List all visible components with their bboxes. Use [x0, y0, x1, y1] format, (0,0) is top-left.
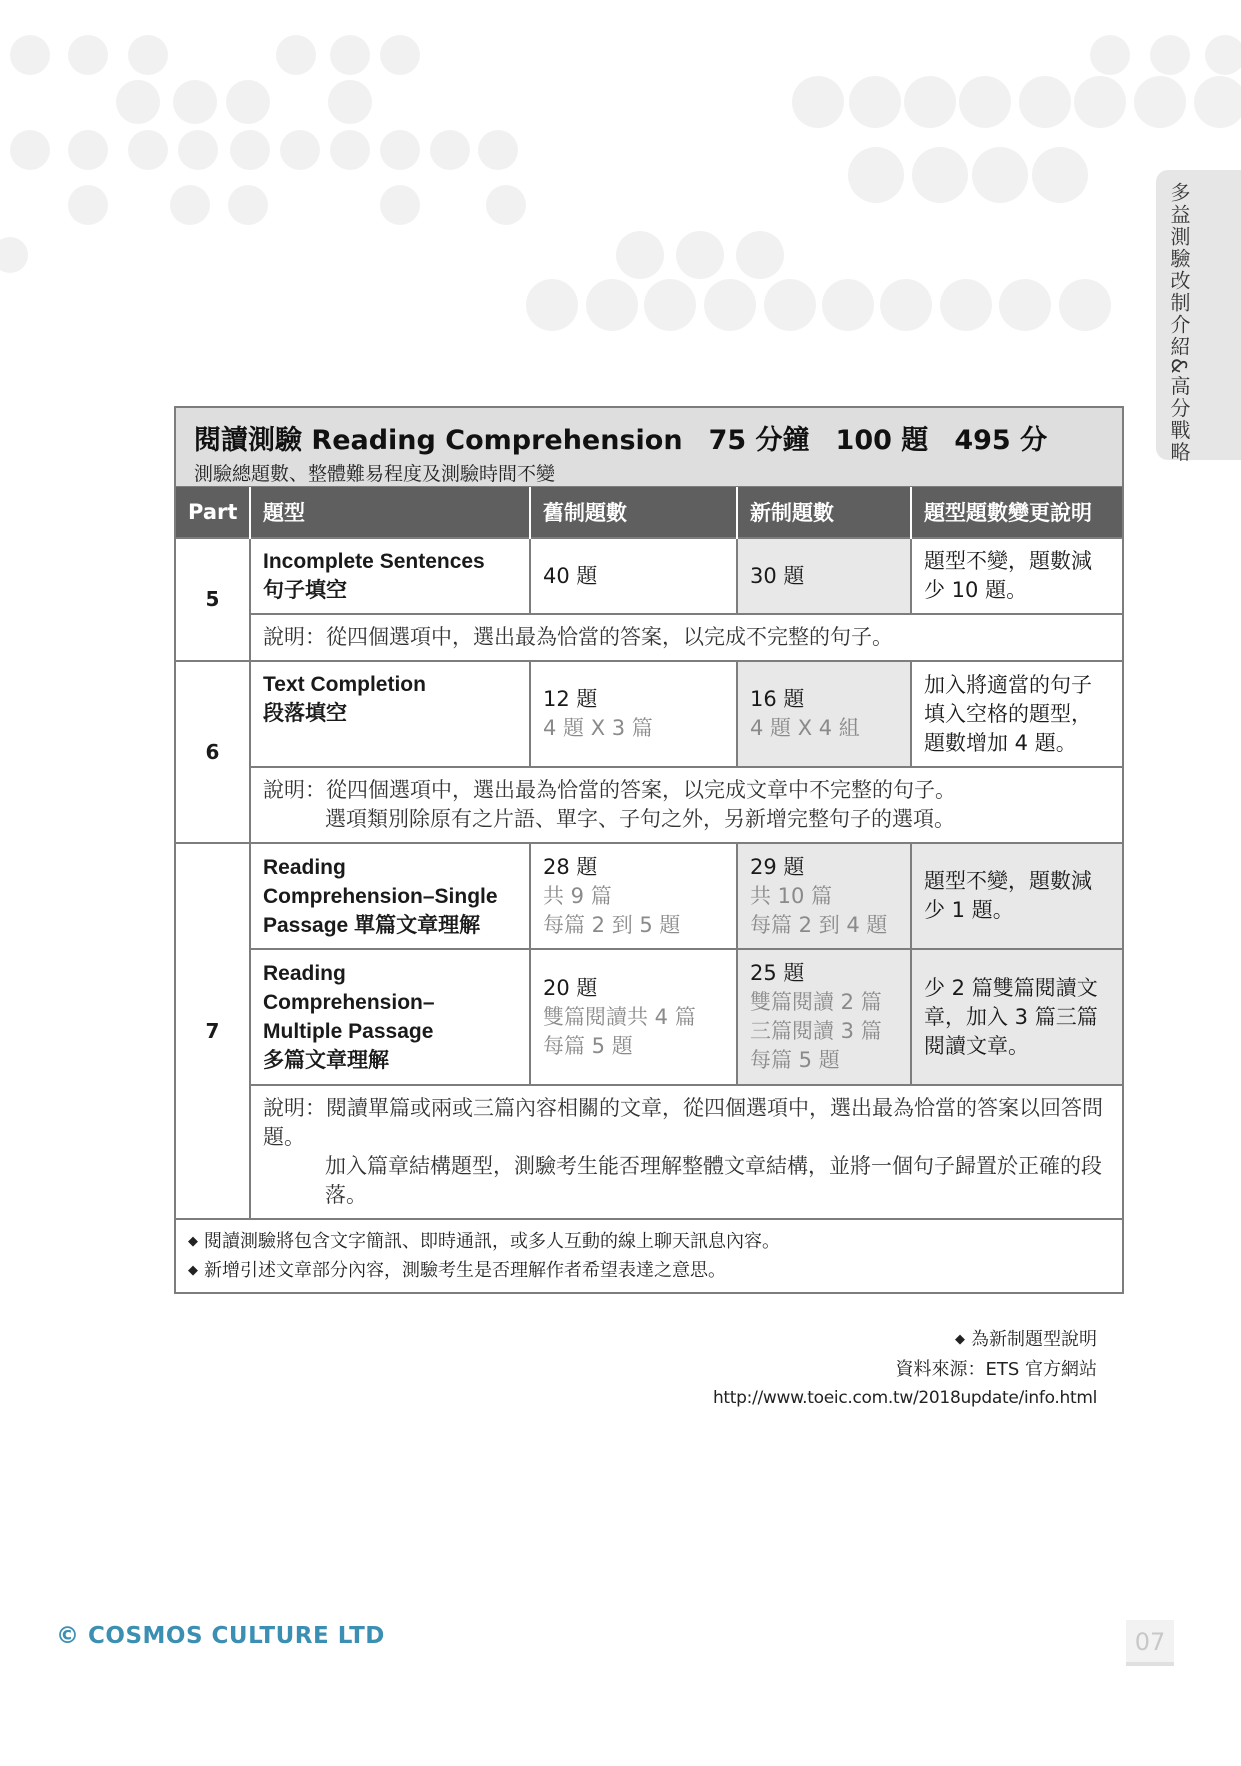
table-row [176, 843, 1122, 949]
new-count-detail: 每篇 5 題 [750, 1048, 840, 1072]
change-note: 題型不變，題數減少 1 題。 [911, 843, 1122, 949]
old-count-detail: 每篇 5 題 [543, 1033, 633, 1058]
title-score: 495 分 [954, 425, 1048, 456]
type-line: Reading Comprehension– [263, 962, 435, 1014]
page-number: 07 [1126, 1620, 1174, 1666]
new-count-main: 16 題 [750, 687, 805, 711]
note-line-1: 說明：閱讀單篇或兩或三篇內容相關的文章，從四個選項中，選出最為恰當的答案以回答問題。 [263, 1096, 1103, 1149]
publisher-brand: © COSMOS CULTURE LTD [56, 1623, 385, 1649]
new-count-detail: 4 題 X 4 組 [750, 716, 860, 740]
type-line: 多篇文章理解 [263, 1049, 389, 1072]
type-chinese: 段落填空 [263, 702, 347, 725]
header-type: 題型 [250, 487, 530, 538]
panel-title [194, 424, 1104, 458]
new-count-detail: 每篇 2 到 4 題 [750, 912, 888, 937]
note-line-1: 說明：從四個選項中，選出最為恰當的答案，以完成文章中不完整的句子。 [263, 778, 956, 802]
table-header-row [176, 487, 1122, 538]
part-number: 5 [176, 538, 250, 661]
table-row [176, 538, 1122, 614]
header-old: 舊制題數 [530, 487, 737, 538]
bullet-note: ◆ 新增引述文章部分內容，測驗考生是否理解作者希望表達之意思。 [188, 1257, 1110, 1286]
panel-header [176, 408, 1122, 487]
new-count [737, 843, 911, 949]
part-note: 說明：從四個選項中，選出最為恰當的答案，以完成不完整的句子。 [250, 614, 1122, 661]
part-number: 6 [176, 661, 250, 843]
new-count [737, 949, 911, 1085]
part-number: 7 [176, 843, 250, 1219]
title-question-count: 100 題 [835, 425, 929, 456]
chapter-side-tab-label: 多益測驗改制介紹&高分戰略 [1167, 182, 1191, 464]
footnote-source: 資料來源：ETS 官方網站 [895, 1359, 1097, 1380]
change-note: 題型不變，題數減少 10 題。 [911, 538, 1122, 614]
part-note [250, 767, 1122, 843]
dot-pattern-background [0, 0, 1241, 360]
new-count-main: 25 題 [750, 961, 805, 985]
type-line: Multiple Passage [263, 1020, 434, 1043]
old-count-main: 28 題 [543, 854, 598, 879]
footnote-legend: ◆ 為新制題型說明 [713, 1326, 1097, 1356]
part-note [250, 1085, 1122, 1219]
note-line-2: 選項類別除原有之片語、單字、子句之外，另新增完整句子的選項。 [325, 807, 955, 831]
type-english: Incomplete Sentences [263, 550, 485, 573]
old-count-detail: 4 題 X 3 篇 [543, 716, 653, 740]
old-count [530, 661, 737, 767]
old-count-main: 20 題 [543, 975, 598, 1000]
panel-subtitle: 測驗總題數、整體難易程度及測驗時間不變 [194, 463, 556, 485]
table-row [176, 661, 1122, 767]
old-count-detail: 雙篇閱讀共 4 篇 [543, 1004, 696, 1029]
type-english: Text Completion [263, 673, 426, 696]
old-count-detail: 共 9 篇 [543, 883, 612, 908]
question-type [250, 538, 530, 614]
table-note-row [176, 614, 1122, 661]
old-count [530, 949, 737, 1085]
change-note: 加入將適當的句子填入空格的題型，題數增加 4 題。 [911, 661, 1122, 767]
question-type [250, 661, 530, 767]
new-count-detail: 共 10 篇 [750, 883, 833, 908]
new-count-detail: 三篇閱讀 3 篇 [750, 1019, 882, 1043]
footnote [713, 1326, 1097, 1412]
type-chinese: 句子填空 [263, 579, 347, 602]
note-line-2: 加入篇章結構題型，測驗考生能否理解整體文章結構，並將一個句子歸置於正確的段落。 [325, 1154, 1102, 1207]
new-count-main: 29 題 [750, 854, 805, 879]
question-type: Reading Comprehension–Single Passage 單篇文章理解 [250, 843, 530, 949]
new-count-detail: 雙篇閱讀 2 篇 [750, 990, 882, 1014]
new-count: 30 題 [737, 538, 911, 614]
table-note-row [176, 1085, 1122, 1219]
old-count-main: 12 題 [543, 687, 598, 711]
header-new: 新制題數 [737, 487, 911, 538]
header-change: 題型題數變更說明 [911, 487, 1122, 538]
question-type [250, 949, 530, 1085]
table-row [176, 949, 1122, 1085]
comparison-table [176, 487, 1122, 1220]
footnote-url: http://www.toeic.com.tw/2018update/info.html [712, 1388, 1097, 1408]
title-section-name: 閱讀測驗 Reading Comprehension [194, 425, 683, 456]
reading-comprehension-panel [174, 406, 1124, 1294]
old-count: 40 題 [530, 538, 737, 614]
table-note-row [176, 767, 1122, 843]
old-count [530, 843, 737, 949]
header-part: Part [176, 487, 250, 538]
bullet-notes [176, 1220, 1122, 1292]
new-count [737, 661, 911, 767]
old-count-detail: 每篇 2 到 5 題 [543, 912, 681, 937]
change-note: 少 2 篇雙篇閱讀文章，加入 3 篇三篇閱讀文章。 [911, 949, 1122, 1085]
bullet-note: ◆ 閱讀測驗將包含文字簡訊、即時通訊，或多人互動的線上聊天訊息內容。 [188, 1228, 1110, 1257]
title-duration: 75 分鐘 [708, 425, 810, 456]
